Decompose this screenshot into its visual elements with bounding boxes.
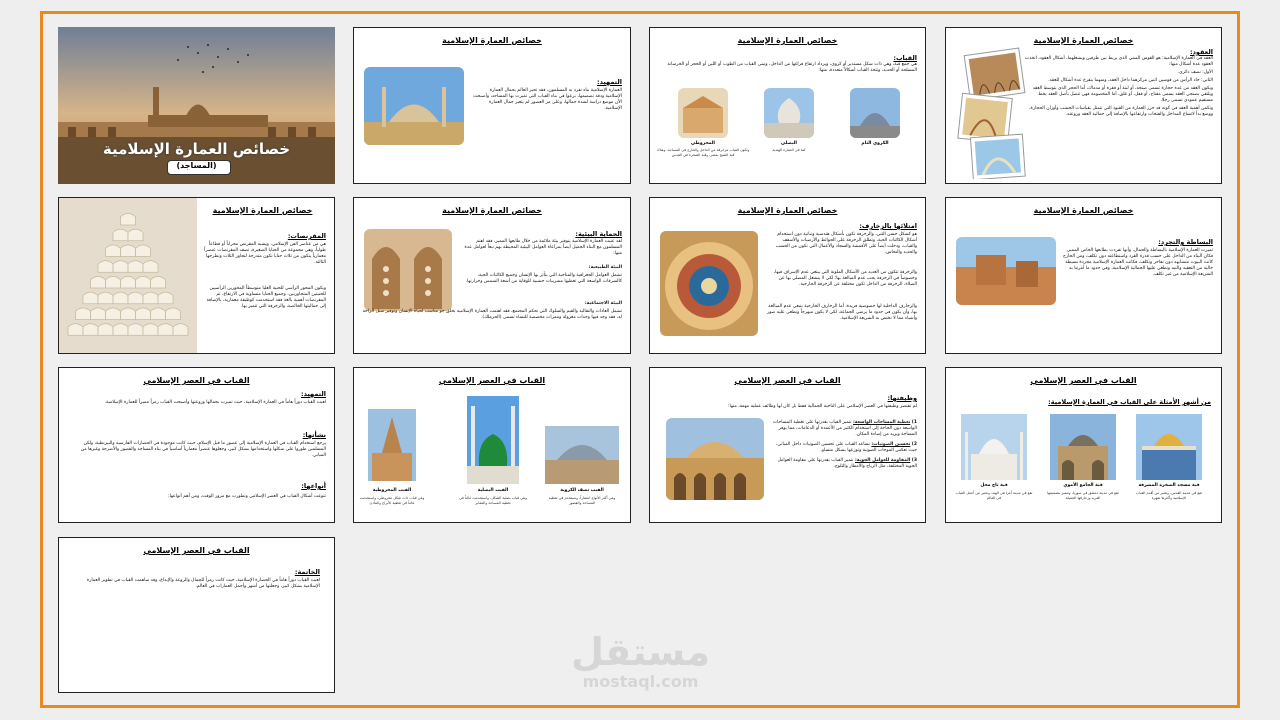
natural-env-text: تشمل العوامل الجغرافية والمناخية التي يتأثر بها الإنسان وجميع الكائنات الحية، كالشرفات الواسعة التي تغطيها مشربيات خشبية للوقاية من أشعة الشمس وحرارتها.	[465, 273, 622, 284]
domes-origin-heading: نشأتها:	[302, 431, 326, 439]
mostaql-watermark	[563, 630, 718, 690]
mashrabiya-photo	[364, 229, 452, 311]
item-title: تحسين الصوتيات:	[871, 442, 911, 447]
slide-title: القباب في العصر الإسلامي	[143, 546, 250, 555]
conical-dome-label: المخروطي	[691, 141, 715, 146]
domes-types-text: تنوعت أشكال القباب في العصر الإسلامي وتطورت مع مرور الوقت، ومن أهم أنواعها:	[168, 494, 326, 499]
environment-intro: لقد عنيت العمارة الإسلامية بتوفير بيئة ملائمة من خلال طابعها المميز، فقد اهتم المسلمون مع البناء الجميل أيضاً بمراعاة العوامل البيئية المحيطة بهم تبعاً لعوامل عدة منها:	[464, 239, 622, 256]
slide-title: خصائص العمارة الإسلامية	[212, 206, 313, 215]
hemispherical-dome-desc: وهي أكثر الأنواع انتشاراً، وتستخدم في تغطية المساجد والقصور	[548, 496, 616, 505]
cover-title: خصائص العمارة الإسلامية	[102, 140, 291, 158]
onion-dome-photo	[764, 88, 814, 138]
spherical-dome-label: الكروي التام	[861, 141, 889, 146]
muqarnas-paragraph: ويكون المحور الرأسي للحنية العليا متوسطاً المحورين الرأسيين للحنيتين المتجاورتين، وجميع الحنايا متساوية في الارتفاع، ثم المقرنصات أهمية بالغة فقد استخدمت كوظيفة معمارية، بالإضافة إلى جماليتها الخالصة، والزخرفة التي تتميز بها.	[206, 286, 326, 309]
slide-title: القباب في العصر الإسلامي	[1030, 376, 1137, 385]
conical-dome-desc: وتكون القباب مزخرفة من الداخل والخارج في المساجد، وهناك قبة الشيخ بمصر، وقبة الصخرة في القدس	[656, 148, 750, 157]
slide-environment[interactable]	[353, 197, 631, 354]
slide-title: خصائص العمارة الإسلامية	[737, 36, 838, 45]
dome-of-rock-photo	[1136, 414, 1202, 480]
slide-title: القباب في العصر الإسلامي	[438, 376, 546, 385]
onion-dome-label: القبب البصلية	[477, 488, 509, 493]
conical-dome-photo	[678, 88, 728, 138]
desert-village-photo	[956, 237, 1056, 305]
function-intro: لم تقتصر وظيفتها في العصر الإسلامي على الناحية الجمالية فقط بل كان لها وظائف عملية مهمة، منها:	[728, 404, 917, 409]
slide-domes-types[interactable]	[353, 367, 631, 523]
slide-decoration[interactable]	[649, 197, 926, 354]
intro-heading: التمهيد:	[597, 78, 622, 86]
arcade-photo	[666, 418, 764, 500]
item-text: تتميز القباب بقدرتها على تغطية المساحات الواسعة دون الحاجة إلى استخدام الكثير من الأعمدة أو الدعامات، مما يوفر المساحة ويزيد من إضاءة المكان.	[772, 420, 917, 437]
arches-text-block	[1023, 56, 1213, 118]
umayyad-dome-photo	[1050, 414, 1116, 480]
taj-mahal-desc: تقع في مدينة أغرا في الهند، وتعتبر من أجمل القباب في العالم	[955, 491, 1033, 500]
simplicity-text: تميزت العمارة الإسلامية بالبساطة والجمال، وأنها تفردت بطابعها الخاص المميز، فكان البناء من الداخل على حسب قدرة الفرد واستطاعته دون تكلف، ومن الخارج كانت البيوت متشابهه دون تفاخر وتكلف، فكانت العمارة الإسلامية مجردة بسيطة خالية من التعقيد والتيه وتطغي عليها الجمالية الإسلامية، وفي حدود ما أمرتنا به الشريعة الإسلامية من غير تكلف.	[1062, 248, 1213, 277]
function-heading: وظيفتها:	[887, 394, 917, 402]
dome-of-rock-desc: تقع في مدينة القدس، وتعتبر من أقدم القباب الإسلامية وأكثرها شهرة	[1135, 491, 1203, 500]
arches-paragraph: العقد في العمارة الإسلامية: هو القوس المبني الذي يربط بين طرفين ويشغلهما، أشكال العقود، اتخذت العقود عدة أشكال منها:	[1024, 56, 1213, 67]
slide-title: خصائص العمارة الإسلامية	[737, 206, 838, 215]
conclusion-text: لعبت القباب دوراً هاماً في الحضارة الإسلامية، حيث كانت رمزاً للجمال والروعة والإبداع، وقد ساهمت القباب في تطوير العمارة الإسلامية بشكل كبير، وجعلتها من أشهر وأجمل العمارات في العالم.	[86, 578, 320, 589]
item-number: 1)	[911, 420, 917, 425]
intro-text: العمارة الإسلامية بناء تفرد به المسلمون، فقد تحير العالم بجمال العمارة الإسلامية ودقة تصميمها، برعوا في بناء القباب التي تميزت بها المساجد، وأصبحت الآن موضع دراسة لشدة جمالها، وعلى مر العصور لم يتغير جمال العمارة الإسلامية.	[473, 88, 622, 111]
item-number: 2)	[911, 442, 917, 447]
examples-heading: من أشهر الأمثلة على القباب في العمارة الإسلامية:	[1048, 398, 1211, 406]
umayyad-dome-desc: تقع في مدينة دمشق في سوريا، وتتميز بتصميمها الفريد وزخارفها الجميلة	[1047, 491, 1119, 500]
simplicity-heading: البساطة والتجرد:	[1158, 238, 1213, 246]
muqarnas-photo	[59, 198, 197, 354]
taj-mahal-photo	[961, 414, 1027, 480]
social-env-heading: البيئة الاجتماعية:	[584, 301, 622, 306]
muqarnas-heading: المقرنصات:	[287, 232, 326, 240]
arches-paragraph: الثاني: حاد الرأس من قوسين اثنين مركزهما داخل العقد، ومنهما يتفرع عدة أشكال للعقد.	[1048, 78, 1213, 83]
slide-title: القباب في العصر الإسلامي	[734, 376, 841, 385]
slide-title: خصائص العمارة الإسلامية	[442, 36, 542, 45]
slide-cover[interactable]	[58, 27, 335, 184]
function-list	[767, 420, 917, 470]
arches-heading: العقود:	[1189, 48, 1213, 56]
conclusion-heading: الخاتمة:	[294, 568, 320, 576]
slide-domes-examples[interactable]	[945, 367, 1222, 523]
slide-simplicity[interactable]	[945, 197, 1222, 354]
slide-title: خصائص العمارة الإسلامية	[442, 206, 542, 215]
decorated-dome-photo	[660, 231, 758, 336]
social-env-text: تشمل العادات والتقاليد والقيم والسلوك التي تحكم المجتمع، فقد اهتمت العمارة الإسلامية بخلق جو مناسب لحياة الإنسان وتوفير سبل الراحة له، فقد وجد فيها وحدات معزولة وممرات مخصصة للنساء تسمى (الحرملك).	[362, 309, 622, 320]
slide-domes-function[interactable]	[649, 367, 926, 523]
environment-heading: الحماية البيئية:	[575, 230, 622, 238]
item-title: المقاومة للعوامل الجوية:	[854, 458, 911, 463]
conical-dome-label: القبب المخروطية	[372, 488, 412, 493]
slide-intro[interactable]	[353, 27, 631, 184]
dome-of-rock-label: قبة مسجد الصخرة المشرفة	[1138, 483, 1200, 488]
slide-arches[interactable]	[945, 27, 1222, 184]
arches-paragraph: ويكون العقد من عدة حجارة تسمى صنجة، أو لبنة أو فقرة أو مدماك، أما الحجر الذي يتوسط العقد ويلتقي بصنجي العقد يسمى مفتاح، أو قفل، أو غلق، أما المخصومة فهي تتصل بأصل العقد بخط مستقيم عمودي تسمى رجلا.	[1032, 86, 1213, 103]
function-item	[767, 458, 917, 470]
decoration-paragraph: والزخارف الداخلية لها خصوصية فريدة، أما الزخارف الخارجية ينبغي عدم المبالغة بها، وأن يكون في حدود ما يرضي الجماعة، لكي لا يكون مبهرجاً ونطغى عليه صور وأشياء مما لا تختص به الشريعة الإسلامية.	[767, 304, 917, 321]
muqarnas-paragraph: هي من عناصر الفن الإسلامي، ويشبه المقرنص محراباً أو قطاعاً طولياً، وهي مجموعة من الحنايا الصغيرة، تصف المقرنصات عنصراً معمارياً يتكون من ثلاث حنايا تكون متدرجة لتجاور الثلاث وتطرحها الثالثة.	[204, 242, 326, 265]
arches-photos	[952, 44, 1032, 179]
domes-intro-heading: التمهيد:	[301, 390, 326, 398]
conical-dome-desc: وهي قباب ذات شكل مخروطي، واستخدمت غالباً في تغطية الأبراج والمآذن	[359, 496, 425, 505]
arches-paragraph: وتكمن أهمية العقد في كونه قد حرر العمارة من القيود التي تتمثل بقياسات الخشب وأوزان الحجارة، ووضع بداً لاتساع المداخل والفتحات وارتفاعها بالإضافة إلى جمالية العقد وروعته.	[1029, 106, 1213, 117]
slide-conclusion[interactable]	[58, 537, 335, 693]
item-title: تغطية المساحات الواسعة:	[852, 420, 911, 425]
natural-env-heading: البيئة الطبيعية:	[588, 265, 622, 270]
function-item	[767, 420, 917, 438]
domes-types-heading: أنواعها:	[301, 482, 326, 490]
cover-subtitle: (المساجد)	[176, 161, 217, 170]
domes-origin-text: يرجع استخدام القباب في العمارة الإسلامية إلى عصور ما قبل الإسلام، حيث كانت موجودة في الحضارات الفارسية والبيزنطية، ولكن المسلمين طوروا على شكلها واستخدامها بشكل كبير، وجعلوها عنصراً معمارياً أساسياً في بناء المساجد والقصور والأضرحة وغيرها من المباني.	[80, 441, 326, 458]
onion-dome-desc: كما في العمارة الهندية	[772, 148, 806, 152]
onion-dome-label: البصلي	[781, 141, 797, 146]
domes-heading: القباب:	[893, 54, 917, 62]
decoration-heading: امتلائها بالزخارف:	[859, 222, 917, 230]
onion-dome-photo	[467, 396, 519, 484]
item-number: 3)	[911, 458, 917, 463]
conical-dome-photo	[368, 409, 416, 481]
spherical-dome-photo	[850, 88, 900, 138]
item-text: تساعد القباب على تحسين الصوتيات داخل المباني، حيث تعكس الموجات الصوتية وتوزعها بشكل متساو.	[775, 442, 917, 453]
mosque-photo	[364, 67, 464, 145]
function-item	[767, 442, 917, 454]
slide-title: خصائص العمارة الإسلامية	[1033, 36, 1134, 45]
onion-dome-desc: وهي قباب بصلية الشكل، واستخدمت غالباً في تغطية المساجد والمقابر	[459, 496, 527, 505]
hemispherical-dome-photo	[545, 426, 619, 484]
slide-domes-intro[interactable]	[58, 367, 335, 523]
domes-intro-text: لعبت القباب دوراً هاماً في العمارة الإسلامية، حيث تميزت بجمالها وروعتها وأصبحت القباب رمزاً مميزاً للعمارة الإسلامية.	[104, 400, 326, 405]
taj-mahal-label: قبة تاج محل	[980, 483, 1008, 488]
umayyad-dome-label: قبة الجامع الأموي	[1063, 483, 1103, 488]
watermark-url: mostaql.com	[582, 672, 699, 691]
watermark-logo-text: مستقل	[571, 630, 710, 674]
slide-muqarnas[interactable]	[58, 197, 335, 354]
arches-paragraph: الأول: نصف دائري.	[1177, 70, 1213, 75]
slide-title: القباب في العصر الإسلامي	[143, 376, 250, 385]
item-text: تتميز القباب بقدرتها على مقاومة العوامل الجوية المختلفة، مثل الرياح والأمطار والثلوج.	[777, 458, 917, 469]
slide-domes-shapes[interactable]	[649, 27, 926, 184]
decoration-paragraph: هو كشكل حسن الثني، والزخرفة تكون بأشكال هندسية ونباتية دون استخدام أشكال الكائنات الحية، وتطلق الزخرفة على الحوائط والأرضيات والأسقف والقباب، ودخلت أيضاً على الأقمشة والسجاد والأعمال التي تكون من الخشب والحديد والنحاس.	[775, 232, 917, 255]
decoration-paragraph: والزخرفة تتكون من العديد من الأشكال الملونة التي يبتغي عدم الإسراف فيها، وخصوصاً في الزخرفة يجب عدم المبالغة بها؛ لكي لا ينشغل المصلي بها عن الصلاة، الزخرفة من الداخل تكون مختلفة عن الزخرفة الخارجية.	[773, 270, 917, 287]
hemispherical-dome-label: القبب نصف الكروية	[560, 488, 604, 493]
slide-title: خصائص العمارة الإسلامية	[1033, 206, 1134, 215]
domes-text: هي جمع قبة، وهي ذات شكل مستدير أو كروي، ويزداد ارتفاع فراغها من الداخل، وتبنى القباب من الطوب أو اللبن أو الحجر أو الخرسانة المسلحة أو الحديد، وتتخذ القباب أشكالاً متعددة، منها:	[667, 62, 917, 73]
